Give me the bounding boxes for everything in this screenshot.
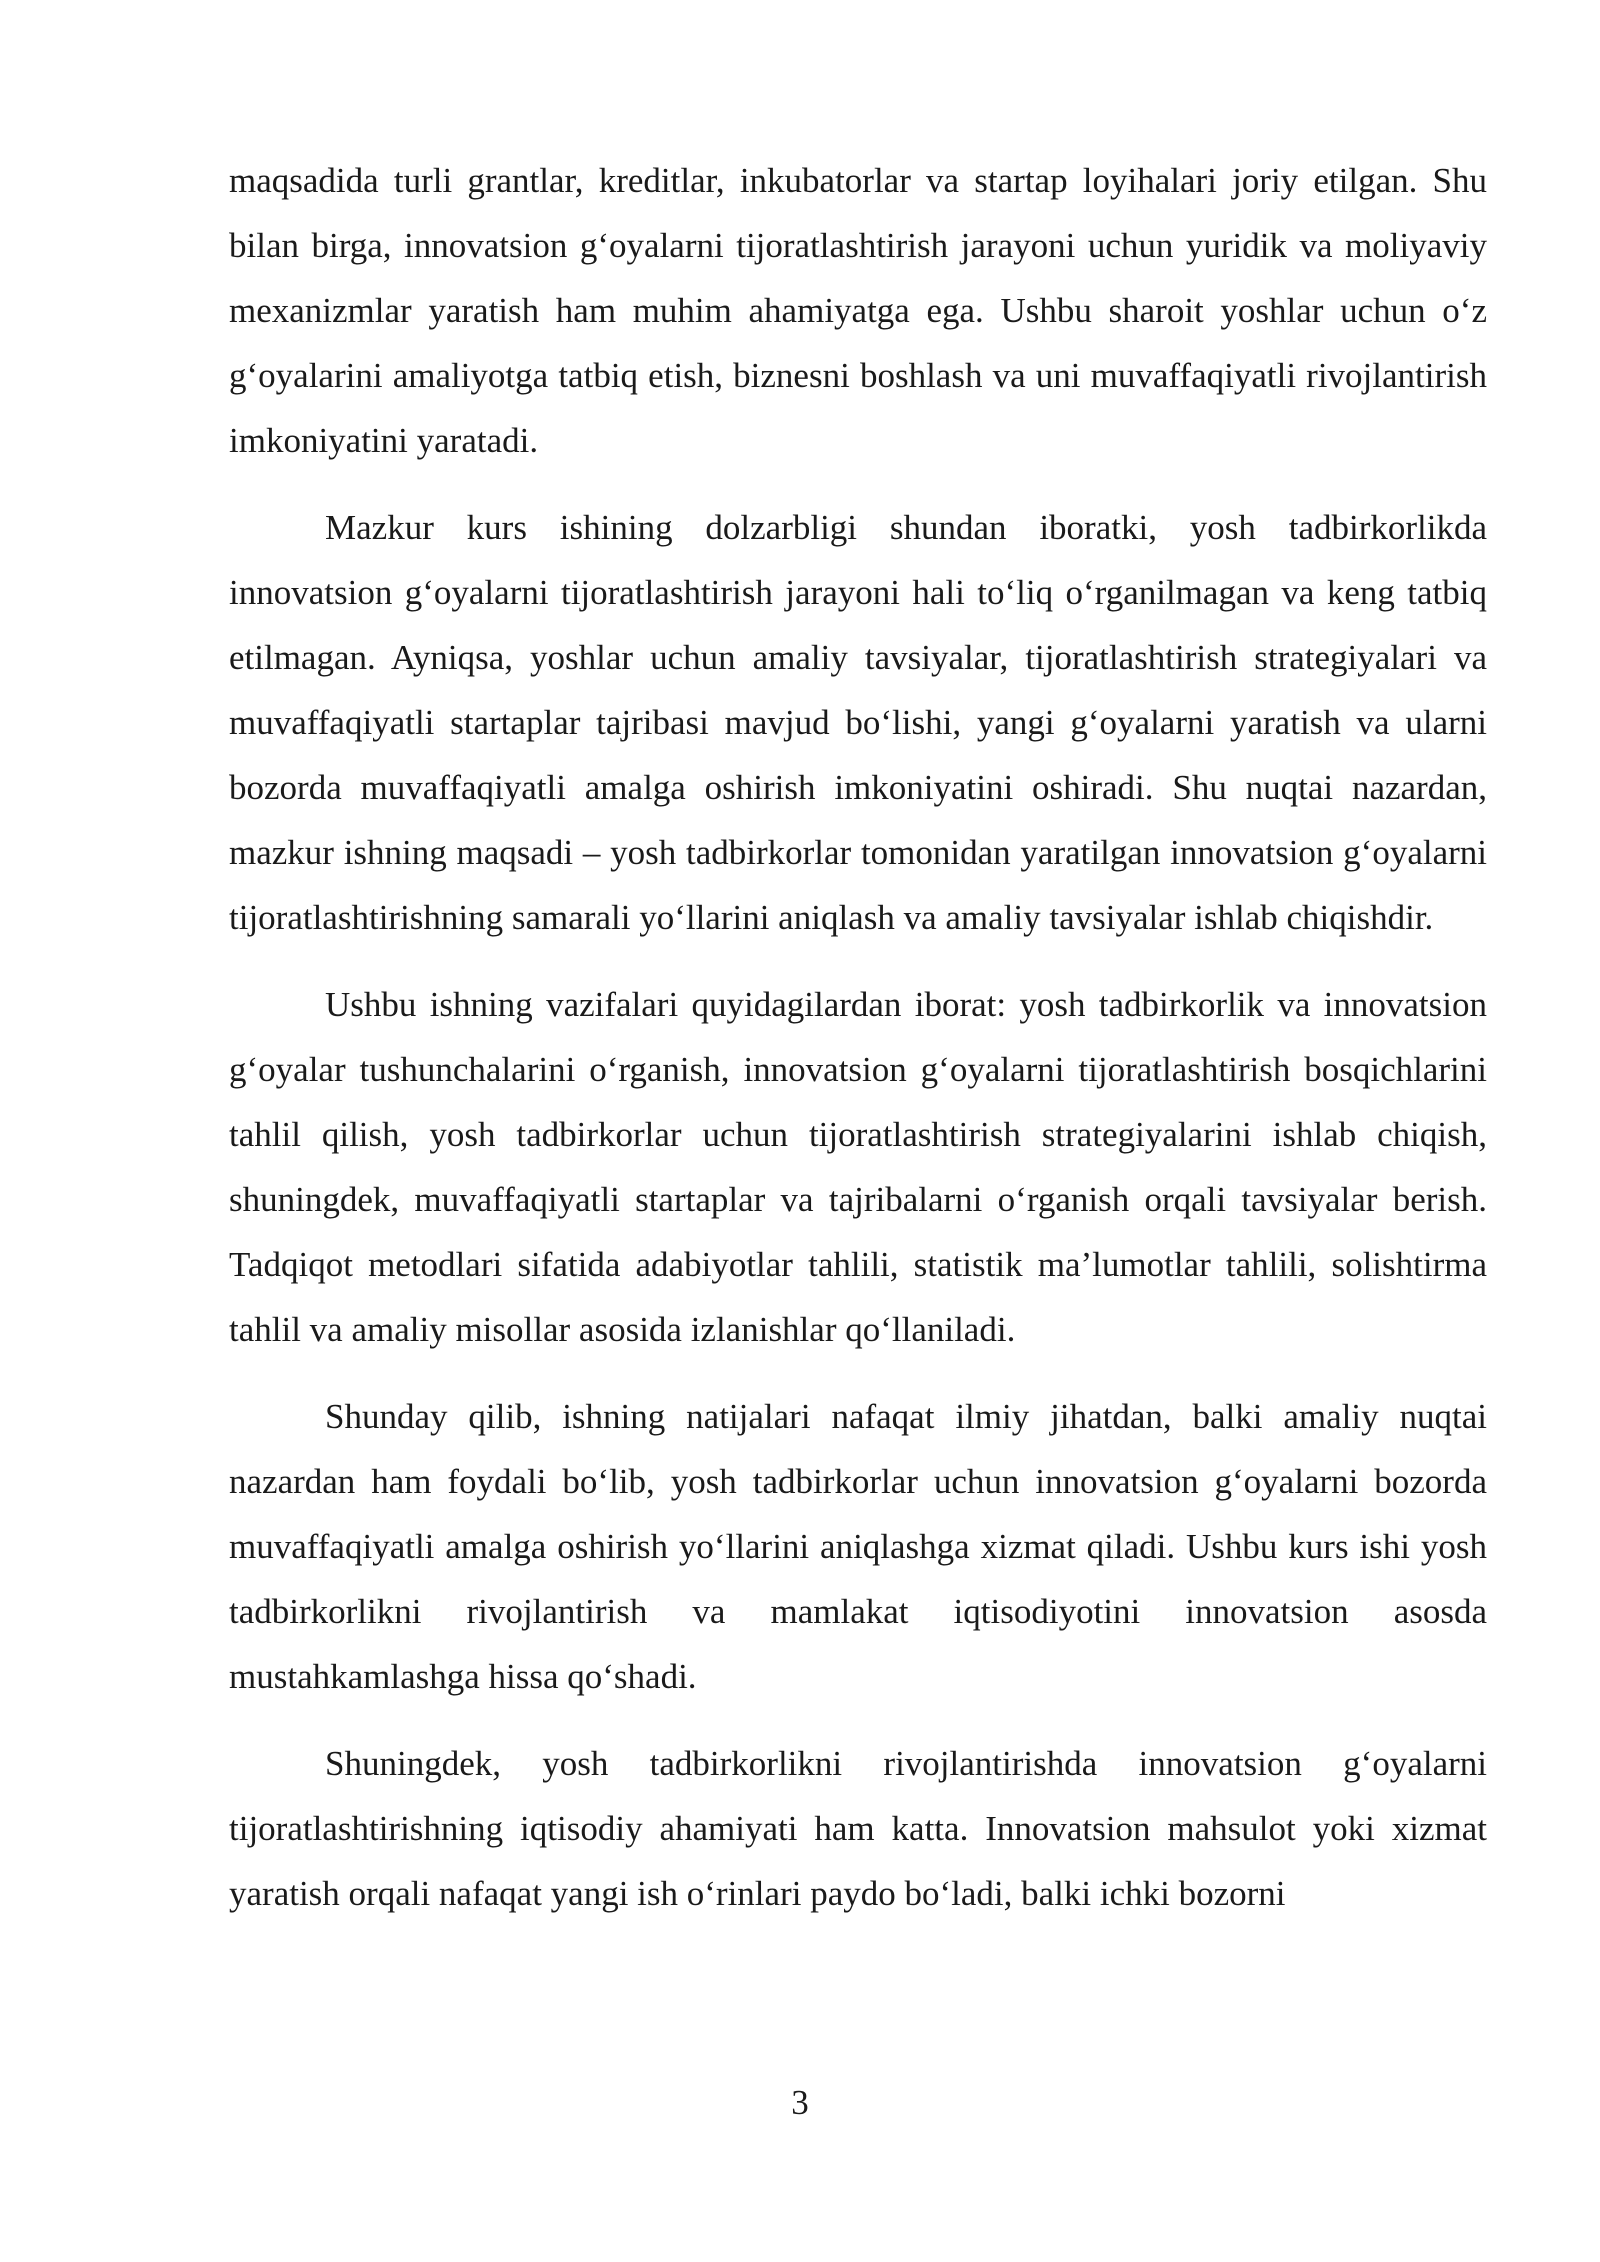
paragraph-continuation: maqsadida turli grantlar, kreditlar, inkubatorlar va startap loyihalari joriy etilgan. Shu bilan birga, innovatsion g‘oyalarni tijoratlashtirish jarayoni uchun yuridik va moliyaviy mexanizmlar yaratish ham muhim ahamiyatga ega. Ushbu sharoit yoshlar uchun o‘z g‘oyalarini amaliyotga tatbiq etish, biznesni boshlash va uni muvaffaqiyatli rivojlantirish imkoniyatini yaratadi. bbox=[229, 161, 1487, 460]
paragraph-economic-importance: Shuningdek, yosh tadbirkorlikni rivojlantirishda innovatsion g‘oyalarni tijoratlashtirishning iqtisodiy ahamiyati ham katta. Innovatsion mahsulot yoki xizmat yaratish orqali nafaqat yangi ish o‘rinlari paydo bo‘ladi, balki ichki bozorni bbox=[229, 1744, 1487, 1913]
paragraph-relevance: Mazkur kurs ishining dolzarbligi shundan iboratki, yosh tadbirkorlikda innovatsion g‘oyalarni tijoratlashtirish jarayoni hali to‘liq o‘rganilmagan va keng tatbiq etilmagan. Ayniqsa, yoshlar uchun amaliy tavsiyalar, tijoratlashtirish strategiyalari va muvaffaqiyatli startaplar tajribasi mavjud bo‘lishi, yangi g‘oyalarni yaratish va ularni bozorda muvaffaqiyatli amalga oshirish imkoniyatini oshiradi. Shu nuqtai nazardan, mazkur ishning maqsadi – yosh tadbirkorlar tomonidan yaratilgan innovatsion g‘oyalarni tijoratlashtirishning samarali yo‘llarini aniqlash va amaliy tavsiyalar ishlab chiqishdir. bbox=[229, 508, 1487, 937]
paragraph-tasks: Ushbu ishning vazifalari quyidagilardan iborat: yosh tadbirkorlik va innovatsion g‘oyalar tushunchalarini o‘rganish, innovatsion g‘oyalarni tijoratlashtirish bosqichlarini tahlil qilish, yosh tadbirkorlar uchun tijoratlashtirish strategiyalarini ishlab chiqish, shuningdek, muvaffaqiyatli startaplar va tajribalarni o‘rganish orqali tavsiyalar berish. Tadqiqot metodlari sifatida adabiyotlar tahlili, statistik ma’lumotlar tahlili, solishtirma tahlil va amaliy misollar asosida izlanishlar qo‘llaniladi. bbox=[229, 985, 1487, 1349]
page-number: 3 bbox=[791, 2083, 809, 2122]
document-body bbox=[229, 148, 1487, 1948]
paragraph-conclusion: Shunday qilib, ishning natijalari nafaqat ilmiy jihatdan, balki amaliy nuqtai nazardan ham foydali bo‘lib, yosh tadbirkorlar uchun innovatsion g‘oyalarni bozorda muvaffaqiyatli amalga oshirish yo‘llarini aniqlashga xizmat qiladi. Ushbu kurs ishi yosh tadbirkorlikni rivojlantirish va mamlakat iqtisodiyotini innovatsion asosda mustahkamlashga hissa qo‘shadi. bbox=[229, 1397, 1487, 1696]
